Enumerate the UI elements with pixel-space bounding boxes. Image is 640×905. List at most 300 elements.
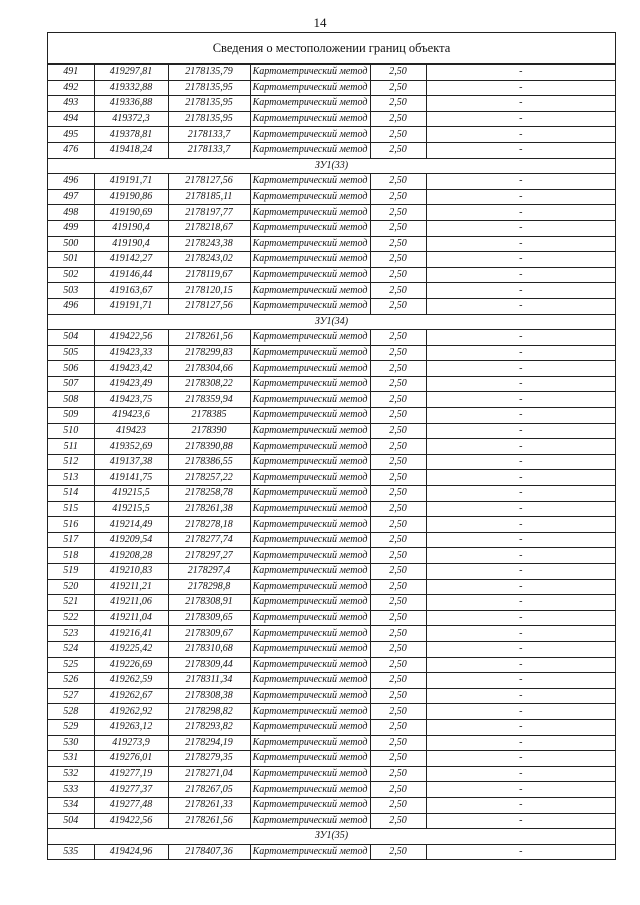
point-number-cell: 521 <box>48 595 94 611</box>
point-number-cell: 512 <box>48 454 94 470</box>
table-row <box>48 688 615 704</box>
method-cell: Картометрический метод <box>250 766 370 782</box>
note-cell: - <box>426 751 615 767</box>
table-row <box>48 782 615 798</box>
table-row <box>48 641 615 657</box>
note-cell: - <box>426 142 615 158</box>
accuracy-cell: 2,50 <box>370 80 426 96</box>
point-number-cell: 514 <box>48 486 94 502</box>
table-row <box>48 439 615 455</box>
point-number-cell: 515 <box>48 501 94 517</box>
method-cell: Картометрический метод <box>250 595 370 611</box>
point-number-cell: 511 <box>48 439 94 455</box>
y-coordinate-cell: 2178185,11 <box>168 189 250 205</box>
y-coordinate-cell: 2178390 <box>168 423 250 439</box>
accuracy-cell: 2,50 <box>370 844 426 859</box>
note-cell: - <box>426 641 615 657</box>
note-cell: - <box>426 205 615 221</box>
method-cell: Картометрический метод <box>250 127 370 143</box>
x-coordinate-cell: 419211,06 <box>94 595 168 611</box>
x-coordinate-cell: 419262,92 <box>94 704 168 720</box>
x-coordinate-cell: 419297,81 <box>94 65 168 81</box>
table-row <box>48 408 615 424</box>
table-row <box>48 470 615 486</box>
y-coordinate-cell: 2178261,33 <box>168 797 250 813</box>
method-cell: Картометрический метод <box>250 345 370 361</box>
note-cell: - <box>426 797 615 813</box>
x-coordinate-cell: 419141,75 <box>94 470 168 486</box>
accuracy-cell: 2,50 <box>370 673 426 689</box>
method-cell: Картометрический метод <box>250 298 370 314</box>
point-number-cell: 496 <box>48 174 94 190</box>
y-coordinate-cell: 2178297,27 <box>168 548 250 564</box>
note-cell: - <box>426 548 615 564</box>
y-coordinate-cell: 2178293,82 <box>168 719 250 735</box>
note-cell: - <box>426 408 615 424</box>
x-coordinate-cell: 419423 <box>94 423 168 439</box>
note-cell: - <box>426 439 615 455</box>
note-cell: - <box>426 626 615 642</box>
method-cell: Картометрический метод <box>250 579 370 595</box>
accuracy-cell: 2,50 <box>370 127 426 143</box>
table-row <box>48 719 615 735</box>
y-coordinate-cell: 2178218,67 <box>168 220 250 236</box>
accuracy-cell: 2,50 <box>370 626 426 642</box>
section-label: ЗУ1(35) <box>48 829 615 845</box>
method-cell: Картометрический метод <box>250 719 370 735</box>
method-cell: Картометрический метод <box>250 688 370 704</box>
x-coordinate-cell: 419277,19 <box>94 766 168 782</box>
y-coordinate-cell: 2178359,94 <box>168 392 250 408</box>
note-cell: - <box>426 454 615 470</box>
x-coordinate-cell: 419262,67 <box>94 688 168 704</box>
point-number-cell: 497 <box>48 189 94 205</box>
note-cell: - <box>426 657 615 673</box>
y-coordinate-cell: 2178308,38 <box>168 688 250 704</box>
table-row <box>48 142 615 158</box>
accuracy-cell: 2,50 <box>370 813 426 829</box>
table-row <box>48 579 615 595</box>
y-coordinate-cell: 2178120,15 <box>168 283 250 299</box>
method-cell: Картометрический метод <box>250 610 370 626</box>
note-cell: - <box>426 298 615 314</box>
point-number-cell: 501 <box>48 252 94 268</box>
accuracy-cell: 2,50 <box>370 751 426 767</box>
method-cell: Картометрический метод <box>250 174 370 190</box>
x-coordinate-cell: 419423,6 <box>94 408 168 424</box>
method-cell: Картометрический метод <box>250 454 370 470</box>
method-cell: Картометрический метод <box>250 189 370 205</box>
table-row <box>48 532 615 548</box>
method-cell: Картометрический метод <box>250 501 370 517</box>
x-coordinate-cell: 419352,69 <box>94 439 168 455</box>
point-number-cell: 504 <box>48 813 94 829</box>
y-coordinate-cell: 2178311,34 <box>168 673 250 689</box>
accuracy-cell: 2,50 <box>370 189 426 205</box>
x-coordinate-cell: 419423,42 <box>94 361 168 377</box>
accuracy-cell: 2,50 <box>370 361 426 377</box>
y-coordinate-cell: 2178299,83 <box>168 345 250 361</box>
note-cell: - <box>426 673 615 689</box>
point-number-cell: 495 <box>48 127 94 143</box>
accuracy-cell: 2,50 <box>370 564 426 580</box>
x-coordinate-cell: 419277,48 <box>94 797 168 813</box>
point-number-cell: 522 <box>48 610 94 626</box>
note-cell: - <box>426 782 615 798</box>
section-label: ЗУ1(34) <box>48 314 615 330</box>
note-cell: - <box>426 532 615 548</box>
method-cell: Картометрический метод <box>250 782 370 798</box>
point-number-cell: 509 <box>48 408 94 424</box>
table-row <box>48 423 615 439</box>
point-number-cell: 506 <box>48 361 94 377</box>
method-cell: Картометрический метод <box>250 844 370 859</box>
y-coordinate-cell: 2178309,44 <box>168 657 250 673</box>
method-cell: Картометрический метод <box>250 283 370 299</box>
method-cell: Картометрический метод <box>250 751 370 767</box>
x-coordinate-cell: 419191,71 <box>94 174 168 190</box>
table-row <box>48 844 615 859</box>
y-coordinate-cell: 2178279,35 <box>168 751 250 767</box>
accuracy-cell: 2,50 <box>370 330 426 346</box>
note-cell: - <box>426 189 615 205</box>
section-row <box>48 314 615 330</box>
note-cell: - <box>426 610 615 626</box>
x-coordinate-cell: 419210,83 <box>94 564 168 580</box>
x-coordinate-cell: 419216,41 <box>94 626 168 642</box>
accuracy-cell: 2,50 <box>370 641 426 657</box>
table-row <box>48 96 615 112</box>
table-row <box>48 252 615 268</box>
note-cell: - <box>426 392 615 408</box>
method-cell: Картометрический метод <box>250 439 370 455</box>
accuracy-cell: 2,50 <box>370 408 426 424</box>
accuracy-cell: 2,50 <box>370 220 426 236</box>
x-coordinate-cell: 419137,38 <box>94 454 168 470</box>
point-number-cell: 476 <box>48 142 94 158</box>
method-cell: Картометрический метод <box>250 376 370 392</box>
method-cell: Картометрический метод <box>250 408 370 424</box>
method-cell: Картометрический метод <box>250 704 370 720</box>
table-row <box>48 657 615 673</box>
y-coordinate-cell: 2178243,02 <box>168 252 250 268</box>
method-cell: Картометрический метод <box>250 423 370 439</box>
accuracy-cell: 2,50 <box>370 501 426 517</box>
accuracy-cell: 2,50 <box>370 283 426 299</box>
point-number-cell: 526 <box>48 673 94 689</box>
y-coordinate-cell: 2178261,56 <box>168 330 250 346</box>
point-number-cell: 527 <box>48 688 94 704</box>
y-coordinate-cell: 2178119,67 <box>168 267 250 283</box>
x-coordinate-cell: 419211,21 <box>94 579 168 595</box>
method-cell: Картометрический метод <box>250 532 370 548</box>
point-number-cell: 491 <box>48 65 94 81</box>
table-row <box>48 236 615 252</box>
x-coordinate-cell: 419226,69 <box>94 657 168 673</box>
y-coordinate-cell: 2178127,56 <box>168 298 250 314</box>
y-coordinate-cell: 2178258,78 <box>168 486 250 502</box>
note-cell: - <box>426 174 615 190</box>
accuracy-cell: 2,50 <box>370 142 426 158</box>
accuracy-cell: 2,50 <box>370 548 426 564</box>
note-cell: - <box>426 220 615 236</box>
y-coordinate-cell: 2178294,19 <box>168 735 250 751</box>
table-row <box>48 298 615 314</box>
accuracy-cell: 2,50 <box>370 267 426 283</box>
point-number-cell: 499 <box>48 220 94 236</box>
note-cell: - <box>426 579 615 595</box>
section-row <box>48 158 615 174</box>
point-number-cell: 535 <box>48 844 94 859</box>
y-coordinate-cell: 2178135,95 <box>168 80 250 96</box>
method-cell: Картометрический метод <box>250 813 370 829</box>
note-cell: - <box>426 252 615 268</box>
accuracy-cell: 2,50 <box>370 345 426 361</box>
method-cell: Картометрический метод <box>250 486 370 502</box>
method-cell: Картометрический метод <box>250 142 370 158</box>
method-cell: Картометрический метод <box>250 111 370 127</box>
x-coordinate-cell: 419336,88 <box>94 96 168 112</box>
table-row <box>48 797 615 813</box>
table-row <box>48 595 615 611</box>
y-coordinate-cell: 2178386,55 <box>168 454 250 470</box>
accuracy-cell: 2,50 <box>370 719 426 735</box>
point-number-cell: 502 <box>48 267 94 283</box>
table-row <box>48 517 615 533</box>
point-number-cell: 520 <box>48 579 94 595</box>
accuracy-cell: 2,50 <box>370 766 426 782</box>
table-row <box>48 205 615 221</box>
method-cell: Картометрический метод <box>250 80 370 96</box>
y-coordinate-cell: 2178297,4 <box>168 564 250 580</box>
point-number-cell: 505 <box>48 345 94 361</box>
accuracy-cell: 2,50 <box>370 704 426 720</box>
accuracy-cell: 2,50 <box>370 205 426 221</box>
y-coordinate-cell: 2178133,7 <box>168 142 250 158</box>
table-row <box>48 454 615 470</box>
point-number-cell: 507 <box>48 376 94 392</box>
y-coordinate-cell: 2178278,18 <box>168 517 250 533</box>
point-number-cell: 500 <box>48 236 94 252</box>
accuracy-cell: 2,50 <box>370 298 426 314</box>
note-cell: - <box>426 735 615 751</box>
x-coordinate-cell: 419190,69 <box>94 205 168 221</box>
accuracy-cell: 2,50 <box>370 65 426 81</box>
method-cell: Картометрический метод <box>250 236 370 252</box>
note-cell: - <box>426 813 615 829</box>
accuracy-cell: 2,50 <box>370 532 426 548</box>
note-cell: - <box>426 595 615 611</box>
accuracy-cell: 2,50 <box>370 423 426 439</box>
point-number-cell: 498 <box>48 205 94 221</box>
method-cell: Картометрический метод <box>250 797 370 813</box>
point-number-cell: 534 <box>48 797 94 813</box>
method-cell: Картометрический метод <box>250 470 370 486</box>
method-cell: Картометрический метод <box>250 65 370 81</box>
y-coordinate-cell: 2178308,91 <box>168 595 250 611</box>
x-coordinate-cell: 419424,96 <box>94 844 168 859</box>
method-cell: Картометрический метод <box>250 205 370 221</box>
x-coordinate-cell: 419378,81 <box>94 127 168 143</box>
y-coordinate-cell: 2178308,22 <box>168 376 250 392</box>
point-number-cell: 516 <box>48 517 94 533</box>
accuracy-cell: 2,50 <box>370 454 426 470</box>
point-number-cell: 504 <box>48 330 94 346</box>
table-row <box>48 704 615 720</box>
table-row <box>48 486 615 502</box>
x-coordinate-cell: 419263,12 <box>94 719 168 735</box>
note-cell: - <box>426 719 615 735</box>
accuracy-cell: 2,50 <box>370 782 426 798</box>
y-coordinate-cell: 2178310,68 <box>168 641 250 657</box>
note-cell: - <box>426 688 615 704</box>
method-cell: Картометрический метод <box>250 641 370 657</box>
method-cell: Картометрический метод <box>250 564 370 580</box>
sheet-header-title: Сведения о местоположении границ объекта <box>48 33 615 64</box>
table-row <box>48 174 615 190</box>
accuracy-cell: 2,50 <box>370 595 426 611</box>
method-cell: Картометрический метод <box>250 330 370 346</box>
table-row <box>48 735 615 751</box>
point-number-cell: 492 <box>48 80 94 96</box>
y-coordinate-cell: 2178261,38 <box>168 501 250 517</box>
table-row <box>48 361 615 377</box>
table-row <box>48 766 615 782</box>
coordinates-table <box>48 64 615 859</box>
note-cell: - <box>426 80 615 96</box>
note-cell: - <box>426 96 615 112</box>
accuracy-cell: 2,50 <box>370 688 426 704</box>
point-number-cell: 532 <box>48 766 94 782</box>
x-coordinate-cell: 419276,01 <box>94 751 168 767</box>
table-row <box>48 548 615 564</box>
y-coordinate-cell: 2178135,95 <box>168 96 250 112</box>
x-coordinate-cell: 419422,56 <box>94 813 168 829</box>
y-coordinate-cell: 2178407,36 <box>168 844 250 859</box>
note-cell: - <box>426 844 615 859</box>
y-coordinate-cell: 2178390,88 <box>168 439 250 455</box>
accuracy-cell: 2,50 <box>370 486 426 502</box>
accuracy-cell: 2,50 <box>370 376 426 392</box>
accuracy-cell: 2,50 <box>370 392 426 408</box>
table-row <box>48 392 615 408</box>
note-cell: - <box>426 470 615 486</box>
x-coordinate-cell: 419215,5 <box>94 501 168 517</box>
x-coordinate-cell: 419190,4 <box>94 236 168 252</box>
point-number-cell: 518 <box>48 548 94 564</box>
x-coordinate-cell: 419423,49 <box>94 376 168 392</box>
y-coordinate-cell: 2178133,7 <box>168 127 250 143</box>
note-cell: - <box>426 766 615 782</box>
point-number-cell: 519 <box>48 564 94 580</box>
method-cell: Картометрический метод <box>250 220 370 236</box>
method-cell: Картометрический метод <box>250 735 370 751</box>
point-number-cell: 533 <box>48 782 94 798</box>
point-number-cell: 530 <box>48 735 94 751</box>
method-cell: Картометрический метод <box>250 517 370 533</box>
y-coordinate-cell: 2178309,67 <box>168 626 250 642</box>
note-cell: - <box>426 345 615 361</box>
point-number-cell: 496 <box>48 298 94 314</box>
x-coordinate-cell: 419190,4 <box>94 220 168 236</box>
x-coordinate-cell: 419215,5 <box>94 486 168 502</box>
y-coordinate-cell: 2178277,74 <box>168 532 250 548</box>
table-row <box>48 65 615 81</box>
x-coordinate-cell: 419214,49 <box>94 517 168 533</box>
note-cell: - <box>426 361 615 377</box>
point-number-cell: 517 <box>48 532 94 548</box>
table-row <box>48 80 615 96</box>
table-row <box>48 267 615 283</box>
x-coordinate-cell: 419163,67 <box>94 283 168 299</box>
note-cell: - <box>426 376 615 392</box>
table-row <box>48 751 615 767</box>
section-label: ЗУ1(33) <box>48 158 615 174</box>
point-number-cell: 494 <box>48 111 94 127</box>
y-coordinate-cell: 2178197,77 <box>168 205 250 221</box>
x-coordinate-cell: 419277,37 <box>94 782 168 798</box>
note-cell: - <box>426 283 615 299</box>
note-cell: - <box>426 111 615 127</box>
method-cell: Картометрический метод <box>250 96 370 112</box>
table-row <box>48 189 615 205</box>
point-number-cell: 531 <box>48 751 94 767</box>
coordinates-sheet <box>47 32 616 860</box>
method-cell: Картометрический метод <box>250 392 370 408</box>
x-coordinate-cell: 419262,59 <box>94 673 168 689</box>
note-cell: - <box>426 423 615 439</box>
point-number-cell: 493 <box>48 96 94 112</box>
coordinates-table-body <box>48 65 615 860</box>
point-number-cell: 510 <box>48 423 94 439</box>
x-coordinate-cell: 419146,44 <box>94 267 168 283</box>
y-coordinate-cell: 2178261,56 <box>168 813 250 829</box>
method-cell: Картометрический метод <box>250 673 370 689</box>
table-row <box>48 610 615 626</box>
method-cell: Картометрический метод <box>250 657 370 673</box>
table-row <box>48 501 615 517</box>
y-coordinate-cell: 2178257,22 <box>168 470 250 486</box>
x-coordinate-cell: 419422,56 <box>94 330 168 346</box>
x-coordinate-cell: 419332,88 <box>94 80 168 96</box>
method-cell: Картометрический метод <box>250 626 370 642</box>
accuracy-cell: 2,50 <box>370 439 426 455</box>
note-cell: - <box>426 236 615 252</box>
point-number-cell: 513 <box>48 470 94 486</box>
note-cell: - <box>426 704 615 720</box>
y-coordinate-cell: 2178267,05 <box>168 782 250 798</box>
x-coordinate-cell: 419209,54 <box>94 532 168 548</box>
section-row <box>48 829 615 845</box>
point-number-cell: 528 <box>48 704 94 720</box>
table-row <box>48 220 615 236</box>
y-coordinate-cell: 2178135,79 <box>168 65 250 81</box>
accuracy-cell: 2,50 <box>370 517 426 533</box>
method-cell: Картометрический метод <box>250 548 370 564</box>
note-cell: - <box>426 127 615 143</box>
accuracy-cell: 2,50 <box>370 470 426 486</box>
point-number-cell: 503 <box>48 283 94 299</box>
accuracy-cell: 2,50 <box>370 610 426 626</box>
method-cell: Картометрический метод <box>250 361 370 377</box>
note-cell: - <box>426 564 615 580</box>
accuracy-cell: 2,50 <box>370 735 426 751</box>
x-coordinate-cell: 419418,24 <box>94 142 168 158</box>
accuracy-cell: 2,50 <box>370 657 426 673</box>
x-coordinate-cell: 419208,28 <box>94 548 168 564</box>
accuracy-cell: 2,50 <box>370 252 426 268</box>
x-coordinate-cell: 419191,71 <box>94 298 168 314</box>
